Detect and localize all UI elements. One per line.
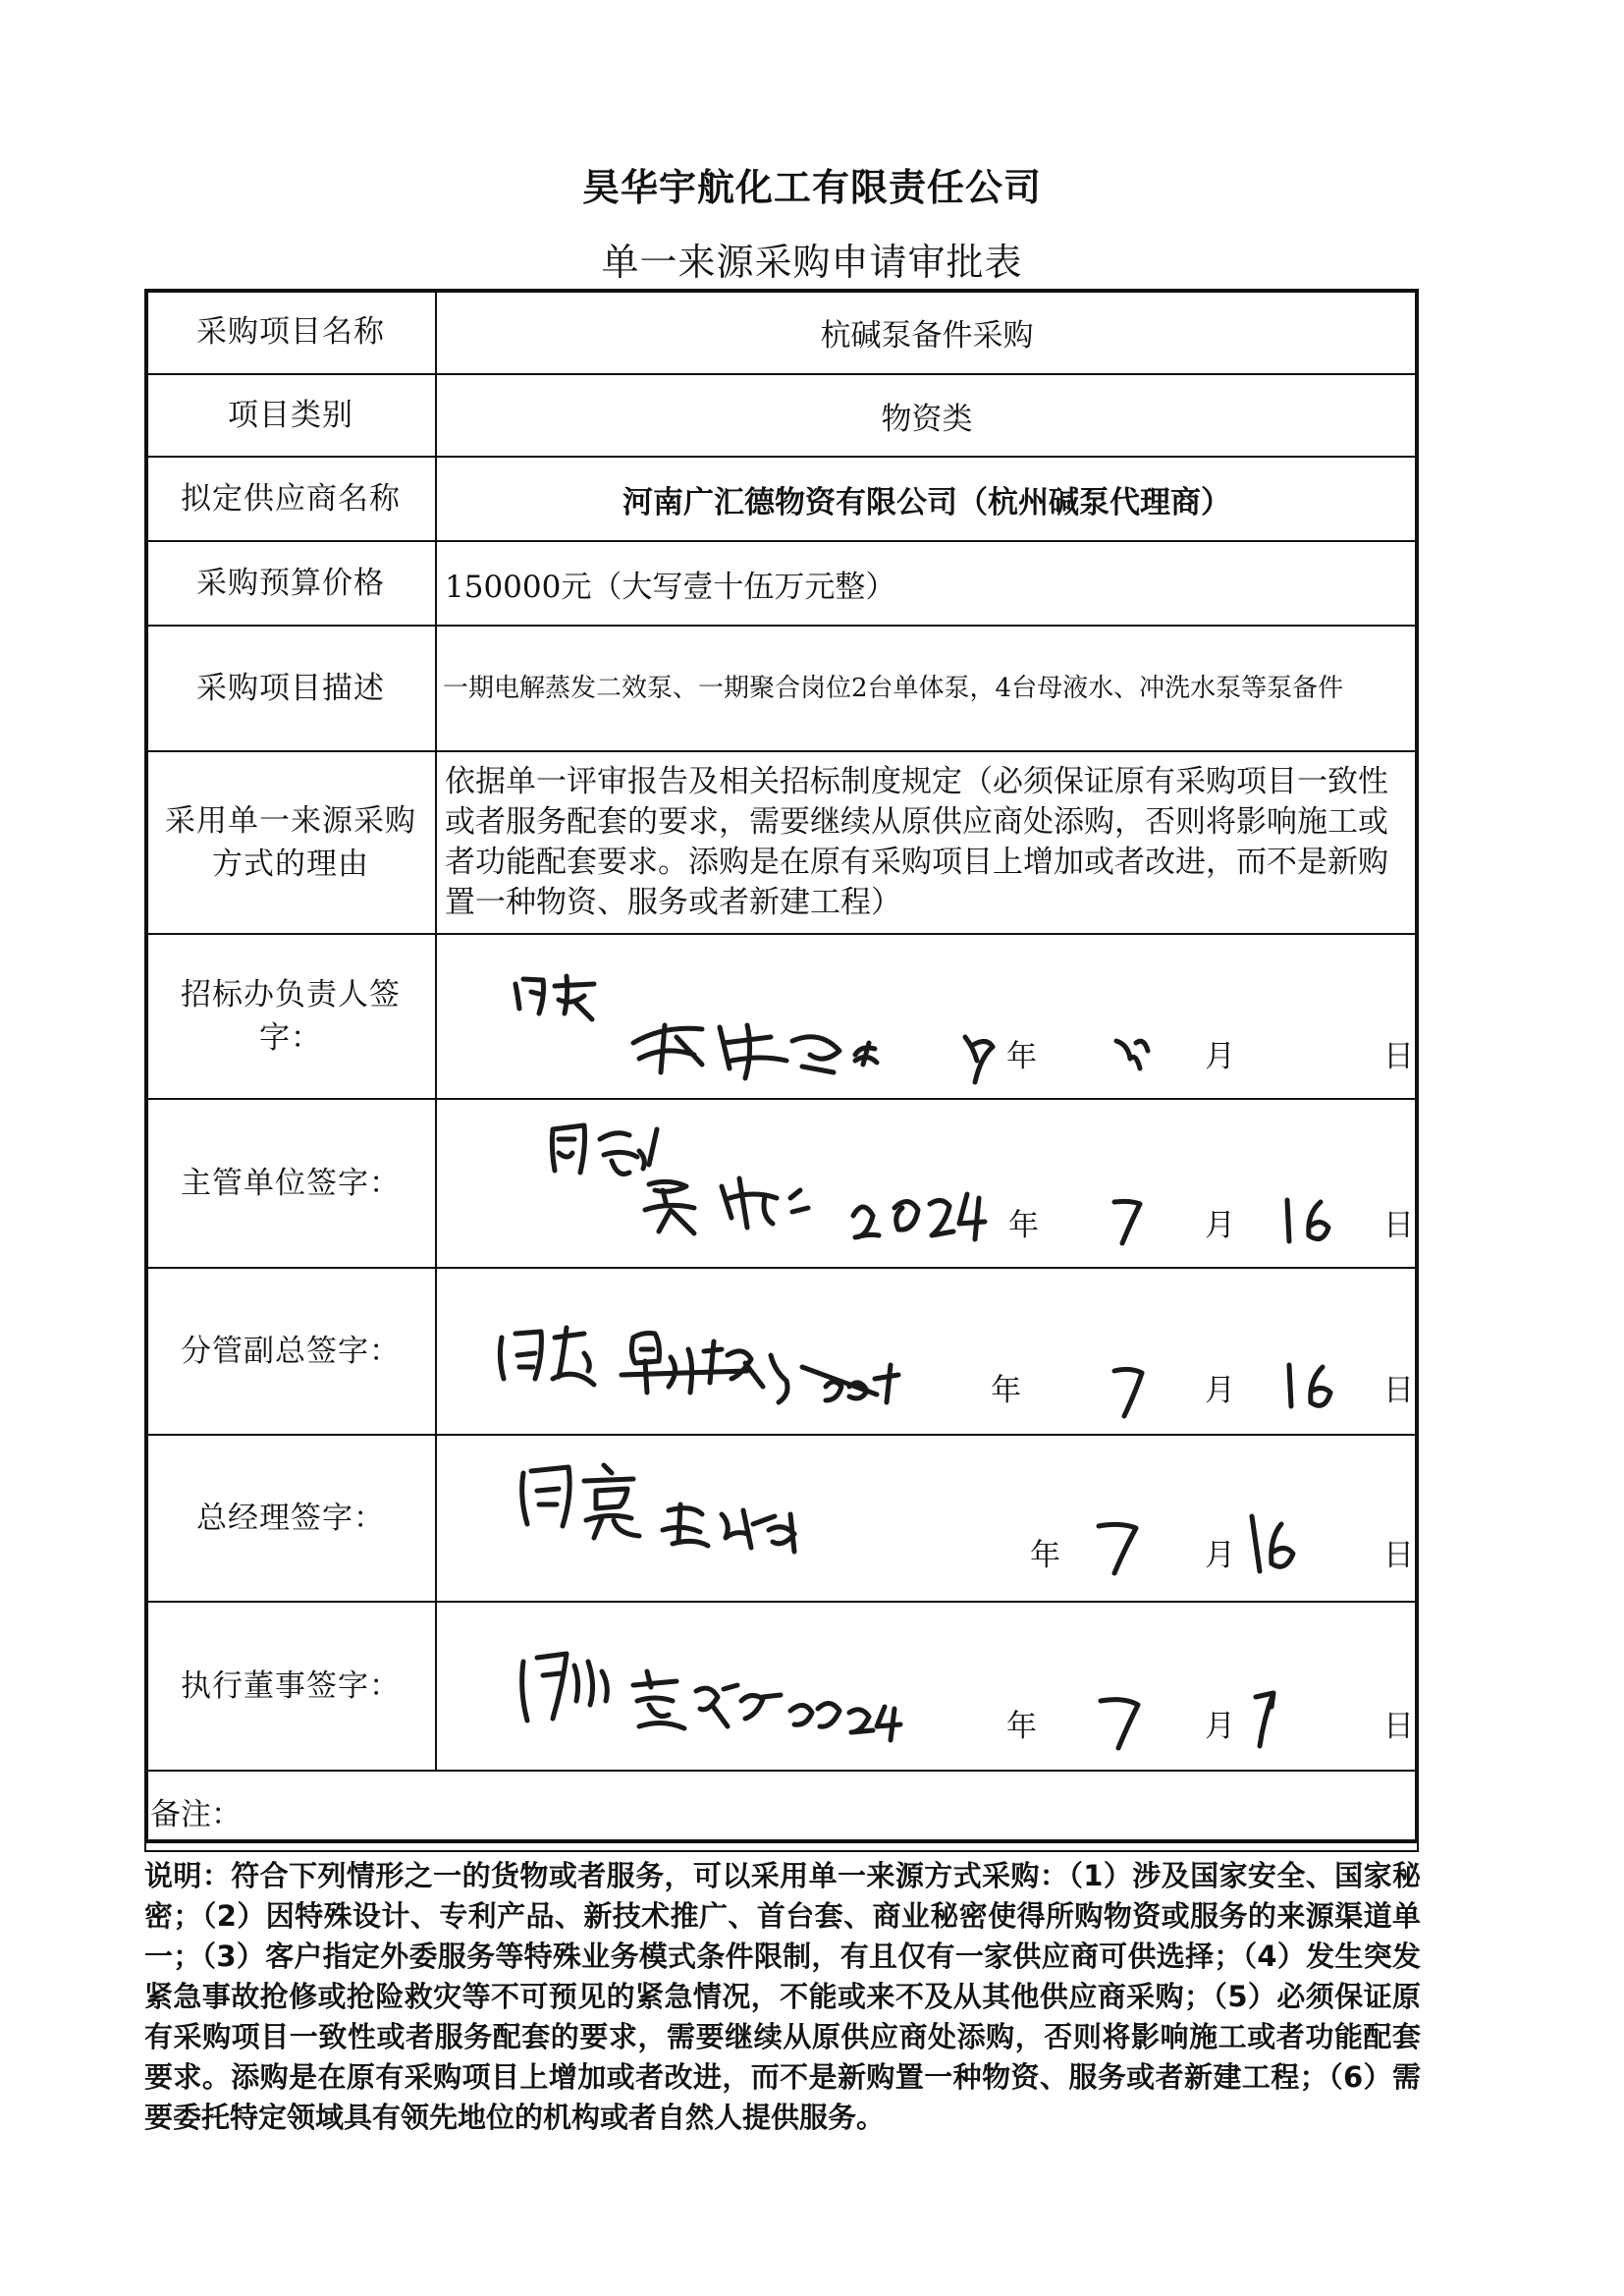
budget-value: 150000元（大写壹十伍万元整）: [436, 541, 1418, 626]
budget-label: 采购预算价格: [145, 541, 436, 626]
reason-value: 依据单一评审报告及相关招标制度规定（必须保证原有采购项目一致性或者服务配套的要求，需要继续从原供应商处添购，否则将影响施工或者功能配套要求。添购是在原有采购项目上增加或者改进，而不是新购置一种物资、服务或者新建工程）: [436, 751, 1418, 934]
description-label: 采购项目描述: [145, 626, 436, 751]
table-outer-border: [144, 289, 1419, 1843]
category-label: 项目类别: [145, 374, 436, 457]
remarks-label: 备注：: [145, 1771, 1418, 1851]
year-label: 年: [1006, 1039, 1037, 1074]
month-label: 月: [1205, 1373, 1235, 1408]
day-label: 日: [1383, 1373, 1414, 1408]
year-label: 年: [1008, 1208, 1039, 1243]
signature-label: 主管单位签字：: [145, 1099, 436, 1268]
day-label: 日: [1383, 1039, 1414, 1074]
year-label: 年: [1030, 1538, 1060, 1573]
supplier-note: （杭州碱泵代理商）: [957, 484, 1231, 520]
day-label: 日: [1383, 1709, 1414, 1744]
month-label: 月: [1205, 1538, 1235, 1573]
day-label: 日: [1383, 1538, 1414, 1573]
explanation-note: 说明：符合下列情形之一的货物或者服务，可以采用单一来源方式采购：（1）涉及国家安全、国家秘密；（2）因特殊设计、专利产品、新技术推广、首台套、商业秘密使得所购物资或服务的来源渠道单一；（3）客户指定外委服务等特殊业务模式条件限制，有且仅有一家供应商可供选择；（4）发生突发紧急事故抢修或抢险救灾等不可预见的紧急情况，不能或来不及从其他供应商采购；（5）必须保证原有采购项目一致性或者服务配套的要求，需要继续从原供应商处添购，否则将影响施工或者功能配套要求。添购是在原有采购项目上增加或者改进，而不是新购置一种物资、服务或者新建工程；（6）需要委托特定领域具有领先地位的机构或者自然人提供服务。: [144, 1859, 1421, 2134]
project-name-value: 杭碱泵备件采购: [436, 290, 1418, 374]
supplier-label: 拟定供应商名称: [145, 457, 436, 541]
signature-label: 招标办负责人签字：: [145, 934, 436, 1099]
year-label: 年: [1006, 1709, 1037, 1744]
company-name: 昊华宇航化工有限责任公司: [581, 166, 1042, 209]
month-label: 月: [1205, 1039, 1235, 1074]
signature-label: 执行董事签字：: [145, 1602, 436, 1771]
reason-label: 采用单一来源采购方式的理由: [145, 751, 436, 934]
month-label: 月: [1205, 1709, 1235, 1744]
signature-label: 总经理签字：: [145, 1435, 436, 1602]
supplier-name: 河南广汇德物资有限公司: [623, 484, 957, 520]
form-title: 单一来源采购申请审批表: [601, 241, 1023, 284]
category-value: 物资类: [436, 374, 1418, 457]
day-label: 日: [1383, 1208, 1414, 1243]
signature-label: 分管副总签字：: [145, 1268, 436, 1435]
year-label: 年: [991, 1373, 1021, 1408]
description-value: 一期电解蒸发二效泵、一期聚合岗位2台单体泵，4台母液水、冲洗水泵等泵备件: [436, 626, 1418, 751]
month-label: 月: [1205, 1208, 1235, 1243]
project-name-label: 采购项目名称: [145, 290, 436, 374]
